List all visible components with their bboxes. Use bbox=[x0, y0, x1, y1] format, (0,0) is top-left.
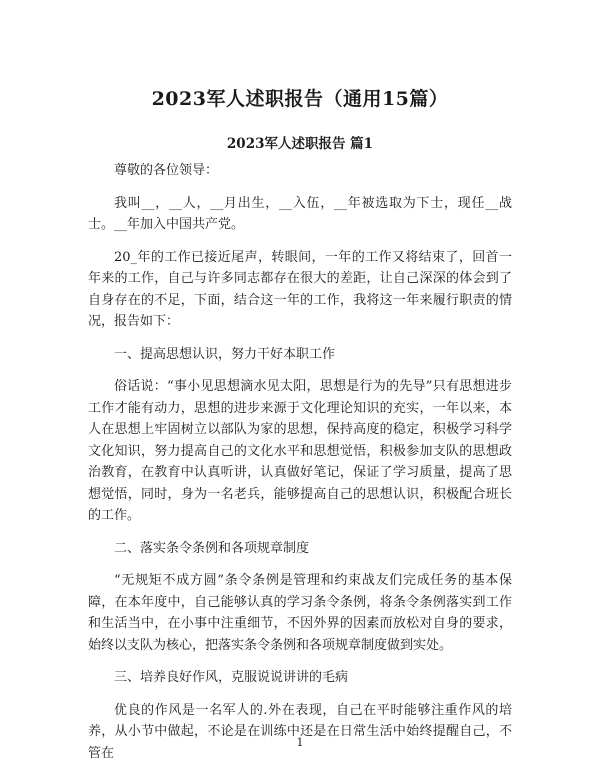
section-paragraph-2: “无规矩不成方圆”条令条例是管理和约束战友们完成任务的基本保障，在本年度中，自己能够认真的学习条令条例，将条令条例落实到工作和生活当中，在小事中注重细节，不因外界的因素而放松对自身的要求，始终以支队为核心，把落实条令条例和各项规章制度做到实处。 bbox=[88, 573, 512, 653]
overview-paragraph: 20_年的工作已接近尾声，转眼间，一年的工作又将结束了，回首一年来的工作，自己与许多同志都存在很大的差距，让自己深深的体会到了自身存在的不足，下面，结合这一年的工作，我将这一年来履行职责的情况，报告如下： bbox=[88, 249, 512, 329]
section-heading-2: 二、落实条令条例和各项规章制度 bbox=[114, 540, 310, 556]
page-number: 1 bbox=[296, 736, 304, 749]
document-body bbox=[88, 160, 512, 775]
greeting-paragraph: 尊敬的各位领导： bbox=[114, 163, 219, 178]
section-paragraph-1: 俗话说：“事小见思想滴水见太阳，思想是行为的先导”只有思想进步工作才能有动力，思想的进步来源于文化理论知识的充实，一年以来，本人在思想上牢固树立以部队为家的思想，保持高度的稳定，积极学习科学文化知识，努力提高自己的文化水平和思想觉悟，积极参加支队的思想政治教育，在教育中认真听讲，认真做好笔记，保证了学习质量，提高了思想觉悟，同时，身为一名老兵，能够提高自己的思想认识，积极配合班长的工作。 bbox=[88, 379, 512, 523]
section-title: 2023军人述职报告 篇1 bbox=[226, 136, 374, 152]
section-heading-1: 一、提高思想认识，努力干好本职工作 bbox=[114, 346, 336, 362]
section-paragraph-3: 优良的作风是一名军人的.外在表现，自己在平时能够注重作风的培养，从小节中做起，不论是在训练中还是在日常生活中始终提醒自己，不管在 bbox=[88, 702, 512, 761]
intro-paragraph: 我叫__，__人，__月出生，__入伍，__年被选取为下士，现任__战士。__年加入中国共产党。 bbox=[88, 195, 512, 232]
document-title: 2023军人述职报告（通用15篇） bbox=[151, 88, 449, 110]
section-heading-3: 三、培养良好作风，克服说说讲讲的毛病 bbox=[114, 670, 349, 685]
